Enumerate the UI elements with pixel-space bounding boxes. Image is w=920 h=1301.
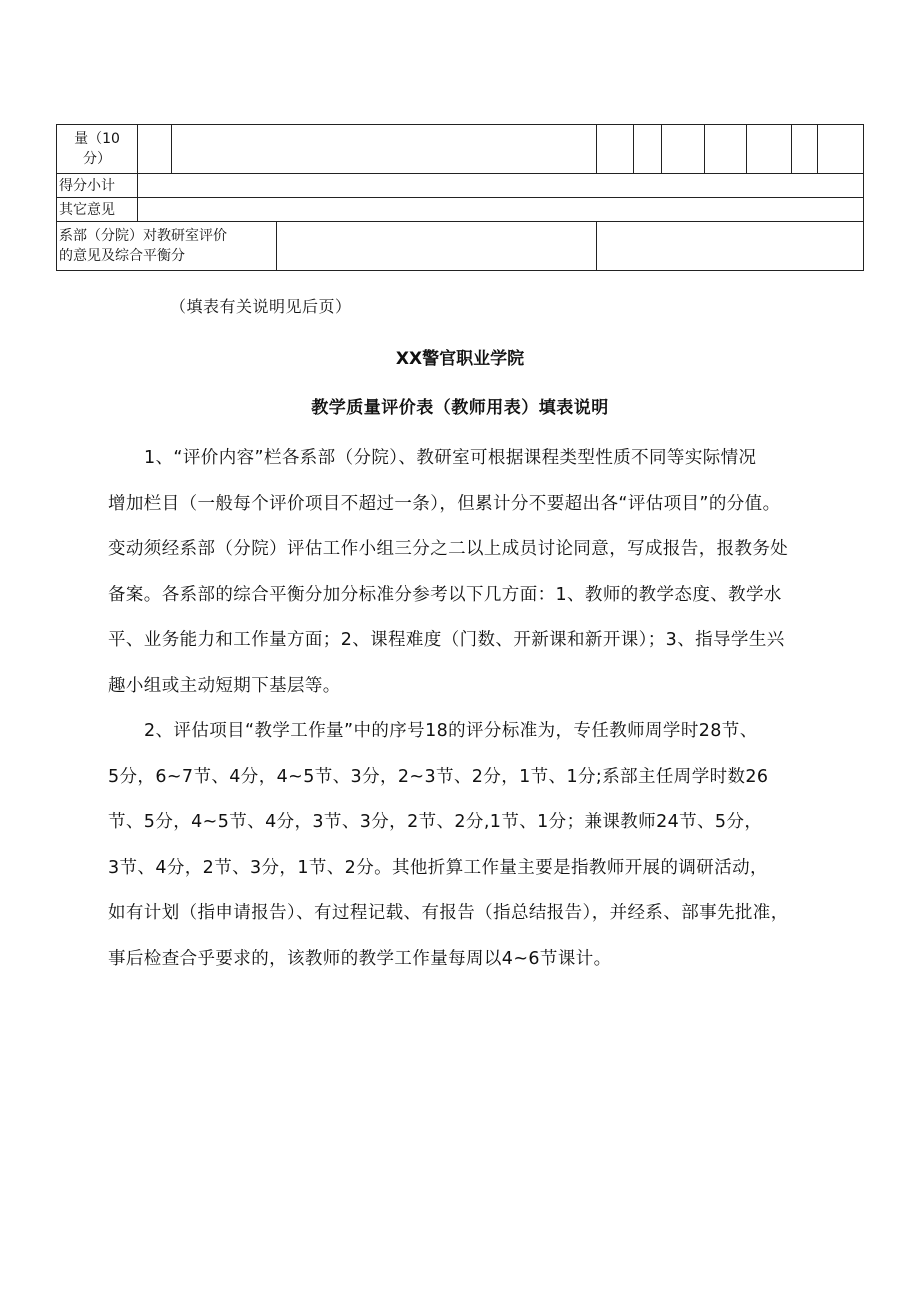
table-row-workload (57, 125, 864, 174)
table-row-department-opinion (57, 222, 864, 271)
department-opinion-merged (57, 222, 597, 271)
table-cell (662, 125, 705, 174)
form-note: （填表有关说明见后页） (170, 297, 352, 316)
department-opinion-value-cell (597, 222, 864, 271)
department-opinion-label-line1: 系部（分院）对教研室评价 (59, 228, 227, 244)
workload-label-line1: 量（10 (74, 131, 120, 147)
paragraph-line: 2、评估项目“教学工作量”中的序号18的评分标准为，专任教师周学时28节、 (144, 721, 758, 741)
table-cell (138, 125, 172, 174)
evaluation-table (56, 124, 864, 271)
form-instructions-title: 教学质量评价表（教师用表）填表说明 (311, 398, 609, 418)
table-cell (172, 125, 597, 174)
paragraph-line: 节、5分，4~5节、4分，3节、3分，2节、2分,1节、1分；兼课教师24节、5分， (108, 812, 763, 832)
other-opinion-label: 其它意见 (57, 198, 138, 222)
table-cell (597, 125, 634, 174)
table-cell (634, 125, 662, 174)
table-cell (818, 125, 864, 174)
table-row-subtotal (57, 174, 864, 198)
paragraph-line: 5分，6~7节、4分，4~5节、3分，2~3节、2分，1节、1分;系部主任周学时数26 (108, 766, 769, 787)
paragraph-line: 增加栏目（一般每个评价项目不超过一条），但累计分不要超出各“评估项目”的分值。 (108, 493, 781, 514)
school-title: XX警官职业学院 (395, 349, 525, 369)
department-opinion-label-line2: 的意见及综合平衡分 (59, 248, 185, 264)
paragraph-line: 备案。各系部的综合平衡分加分标准分参考以下几方面：1、教师的教学态度、教学水 (108, 584, 782, 605)
table-cell (705, 125, 747, 174)
paragraph-line: 如有计划（指申请报告）、有过程记载、有报告（指总结报告），并经系、部事先批准， (108, 903, 789, 923)
paragraph-line: 变动须经系部（分院）评估工作小组三分之二以上成员讨论同意，写成报告，报教务处 (108, 539, 789, 559)
paragraph-2 (108, 709, 874, 982)
instructions-body (108, 436, 874, 982)
paragraph-line: 3节、4分，2节、3分，1节、2分。其他折算工作量主要是指教师开展的调研活动， (108, 857, 768, 878)
department-opinion-label (57, 222, 277, 270)
table-cell (747, 125, 792, 174)
paragraph-1 (108, 436, 874, 709)
paragraph-line: 1、“评价内容”栏各系部（分院）、教研室可根据课程类型性质不同等实际情况 (144, 448, 757, 468)
department-opinion-value-left (277, 222, 596, 270)
table-row-other-opinion (57, 198, 864, 222)
paragraph-line: 事后检查合乎要求的，该教师的教学工作量每周以4~6节课计。 (108, 948, 612, 969)
workload-label-line2: 分） (83, 151, 111, 167)
paragraph-line: 趣小组或主动短期下基层等。 (108, 675, 341, 696)
workload-label-cell (57, 125, 138, 174)
other-opinion-value-cell (138, 198, 864, 222)
table-cell (792, 125, 818, 174)
subtotal-value-cell (138, 174, 864, 198)
paragraph-line: 平、业务能力和工作量方面；2、课程难度（门数、开新课和新开课）；3、指导学生兴 (108, 630, 785, 650)
subtotal-label: 得分小计 (57, 174, 138, 198)
